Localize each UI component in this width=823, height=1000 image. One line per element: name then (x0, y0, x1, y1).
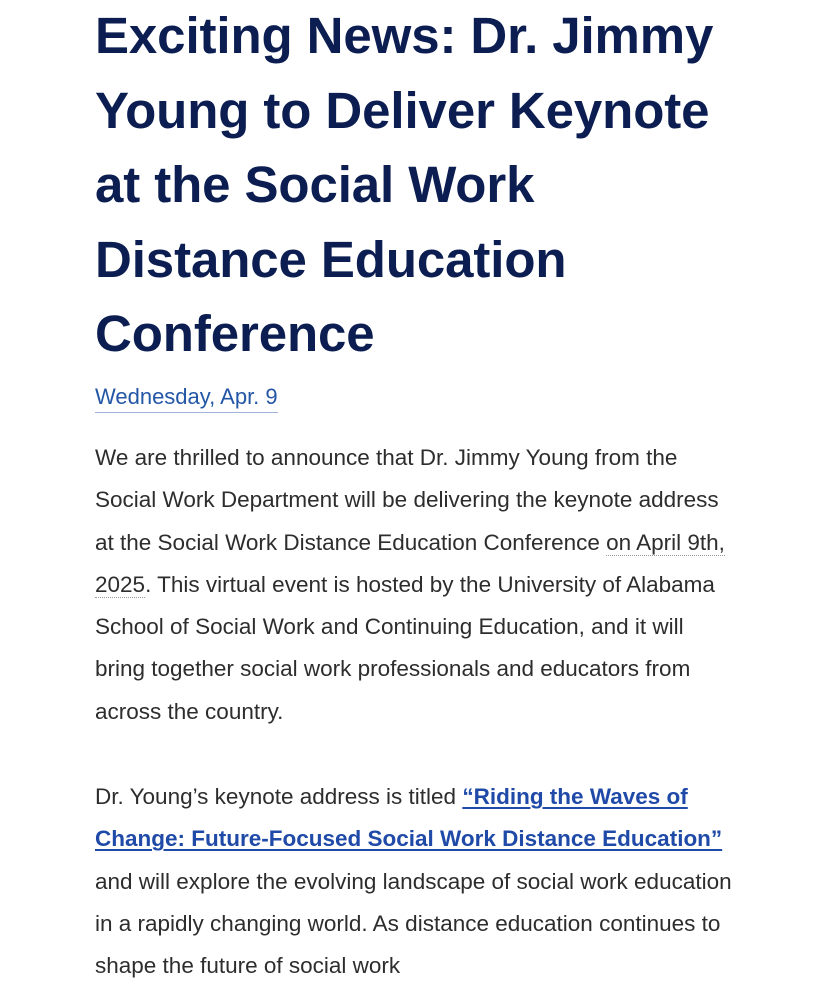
keynote-title-link[interactable]: “Riding the Waves of Change: Future-Focused Social Work Distance Education” (95, 784, 723, 852)
intro-paragraph (95, 437, 735, 733)
article-headline: Exciting News: Dr. Jimmy Young to Deliver Keynote at the Social Work Distance Education Conference (95, 7, 714, 362)
keynote-paragraph (95, 776, 735, 987)
event-date[interactable]: on April 9th, 2025 (95, 529, 725, 597)
keynote-text-end: and will explore the evolving landscape of social work education in a rapidly changing world. As distance education continues to shape the future of social work (95, 868, 732, 979)
publish-date-link[interactable]: Wednesday, Apr. 9 (95, 382, 278, 413)
intro-text-end: . This virtual event is hosted by the University of Alabama School of Social Work and Continuing Education, and it will bring together social work professionals and educators from across the country. (95, 571, 715, 724)
keynote-text-start: Dr. Young’s keynote address is titled (95, 784, 463, 809)
intro-text-start: We are thrilled to announce that Dr. Jimmy Young from the Social Work Department will be delivering the keynote address at the Social Work Distance Education Conference (95, 445, 719, 555)
